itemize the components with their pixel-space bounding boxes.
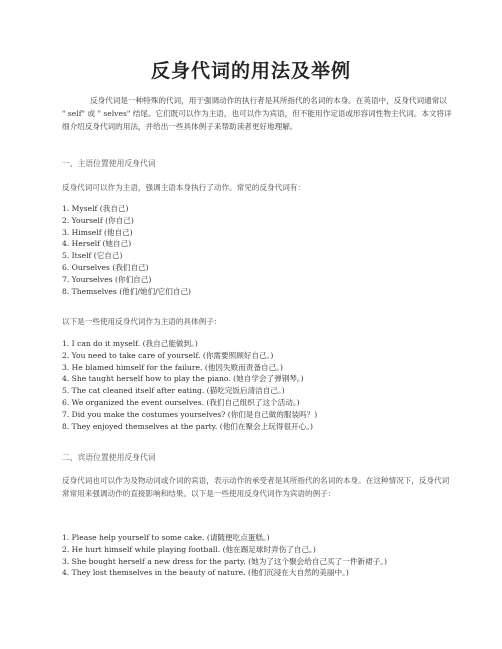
pronoun-list bbox=[62, 203, 191, 297]
list-item: 1. Please help yourself to some cake. (请随便吃点蛋糕。) bbox=[62, 533, 270, 542]
section1-text: 反身代词可以作为主语，强调主语本身执行了动作。常见的反身代词有： bbox=[62, 183, 305, 192]
list-item: 6. Ourselves (我们自己) bbox=[62, 262, 149, 272]
list-item: 3. Himself (他自己) bbox=[62, 227, 133, 237]
list-item: 4. They lost themselves in the beauty of nature. (他们沉浸在大自然的美丽中。) bbox=[62, 568, 349, 578]
list-item: 2. Yourself (你自己) bbox=[62, 215, 134, 225]
object-examples-list bbox=[62, 532, 387, 579]
list-item: 6. We organized the event ourselves. (我们自己组织了这个活动。) bbox=[62, 397, 300, 407]
section1-examples-intro: 以下是一些使用反身代词作为主语的具体例子： bbox=[62, 317, 222, 326]
section2-heading: 二、宾语位置使用反身代词 bbox=[62, 453, 156, 462]
list-item: 1. I can do it myself. (我自己能做到。) bbox=[62, 339, 198, 348]
list-item: 5. Itself (它自己) bbox=[62, 251, 123, 261]
list-item: 7. Did you make the costumes yourselves? (你们是自己做的服装吗？) bbox=[62, 409, 318, 419]
list-item: 4. She taught herself how to play the piano. (她自学会了弹钢琴。) bbox=[62, 374, 304, 384]
list-item: 2. He hurt himself while playing football. (他在踢足球时弄伤了自己。) bbox=[62, 544, 316, 554]
list-item: 7. Yourselves (你们自己) bbox=[62, 274, 152, 284]
list-item: 3. She bought herself a new dress for the party. (她为了这个聚会给自己买了一件新裙子。) bbox=[62, 556, 387, 566]
list-item: 1. Myself (我自己) bbox=[62, 204, 129, 213]
list-item: 4. Herself (她自己) bbox=[62, 239, 132, 249]
document-title: 反身代词的用法及举例 bbox=[150, 60, 351, 82]
section2-text: 反身代词也可以作为及物动词或介词的宾语，表示动作的承受者是其所指代的名词的本身。在这种情况下，反身代词常常用来强调动作的直接影响和结果。以下是一些使用反身代词作为宾语的例子： bbox=[62, 476, 450, 498]
intro-paragraph: 反身代词是一种特殊的代词，用于强调动作的执行者是其所指代的名词的本身。在英语中，反身代词通常以 " self" 或 " selves" 结尾。它们既可以作为主语，也可以作为宾语，但不能用作定语或形容词性物主代词。本文将详细介绍反身代词的用法，并给出一些具体例子来帮助读者更好地理解。 bbox=[62, 96, 452, 131]
list-item: 3. He blamed himself for the failure. (他因失败而责备自己。) bbox=[62, 362, 283, 372]
list-item: 2. You need to take care of yourself. (你需要照顾好自己。) bbox=[62, 350, 274, 360]
list-item: 8. They enjoyed themselves at the party. (他们在聚会上玩得很开心。) bbox=[62, 421, 314, 431]
list-item: 8. Themselves (他们/她们/它们自己) bbox=[62, 286, 192, 296]
section1-heading: 一、主语位置使用反身代词 bbox=[62, 159, 156, 168]
list-item: 5. The cat cleaned itself after eating. (猫吃完饭后清洁自己。) bbox=[62, 386, 285, 396]
subject-examples-list bbox=[62, 338, 317, 432]
